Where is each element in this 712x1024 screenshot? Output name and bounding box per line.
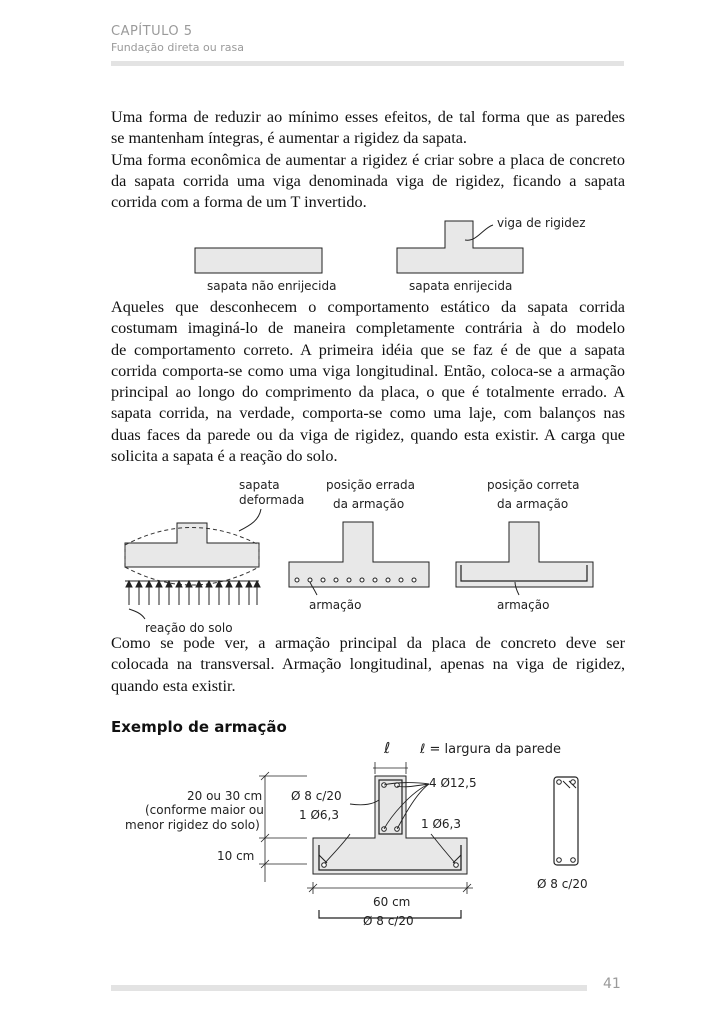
chapter-subtitle: Fundação direta ou rasa: [111, 41, 244, 54]
label-correct-1: posição correta: [487, 478, 580, 492]
ell-symbol: ℓ: [384, 739, 391, 757]
deformed-leader-line: [239, 509, 261, 531]
stirrup-detail-label: Ø 8 c/20: [537, 877, 588, 891]
label-reinf-mid: armação: [309, 598, 362, 612]
label-deformed-2: deformada: [239, 493, 305, 507]
p1-line-3: Uma forma econômica de aumentar a rigidez é criar sobre a placa de concreto: [111, 150, 625, 169]
dim-height-1: 20 ou 30 cm: [187, 789, 263, 803]
figure-footings: [111, 205, 625, 297]
label-deformed-1: sapata: [239, 478, 280, 492]
stirrup-detail-bars: [557, 780, 576, 863]
header-rule: [111, 61, 624, 66]
p3-line-2: colocada na transversal. Armação longitudinal, apenas na viga de rigidez,: [111, 655, 625, 674]
footing-unstiffened: [195, 248, 322, 273]
p1-line-1: Uma forma de reduzir ao mínimo esses efeitos, de tal forma que as paredes: [111, 108, 625, 126]
width-dimension: [307, 882, 473, 894]
p1-line-2: se mantenham íntegras, é aumentar a rigidez da sapata.: [111, 129, 467, 148]
p1-line-5: corrida com a forma de um T invertido.: [111, 193, 367, 212]
footing-correct-reinf: [456, 522, 593, 587]
footer-rule: [111, 985, 587, 991]
label-wrong-2: da armação: [333, 497, 405, 511]
label-beam: viga de rigidez: [497, 216, 586, 230]
dim-base: 10 cm: [217, 849, 255, 863]
ell-legend: ℓ = largura da parede: [420, 742, 562, 757]
bar-left-label: 1 Ø6,3: [299, 808, 339, 822]
figure-reinforcement-example: [111, 732, 625, 942]
label-wrong-1: posição errada: [326, 478, 416, 492]
p2-line-5: principal ao longo do comprimento da placa, o que é totalmente errado. A: [111, 383, 625, 402]
label-unstiffened: sapata não enrijecida: [207, 279, 337, 293]
p2-line-1: Aqueles que desconhecem o comportamento estático da sapata corrida: [111, 298, 625, 316]
label-reinf-right: armação: [497, 598, 550, 612]
p2-line-8: solicita a sapata é a reação do solo.: [111, 447, 338, 466]
figure-behaviour: [111, 475, 625, 637]
label-stiffened: sapata enrijecida: [409, 279, 513, 293]
p2-line-4: corrida comporta-se como uma viga longitudinal. Então, coloca-se a armação: [111, 361, 625, 380]
p1-line-4: da sapata corrida uma viga denominada viga de rigidez, ficando a sapata: [111, 171, 625, 190]
footing-deformed: [125, 523, 259, 567]
p3-line-3: quando esta existir.: [111, 676, 236, 695]
dim-height-3: menor rigidez do solo): [125, 818, 260, 832]
wall-width-dimension: [373, 762, 408, 774]
bar-right-label: 1 Ø6,3: [421, 817, 461, 831]
stirrup-detail: [554, 777, 578, 865]
paragraph-1: [111, 107, 625, 213]
p3-line-1: Como se pode ver, a armação principal da placa de concreto deve ser: [111, 634, 625, 652]
page-number: 41: [603, 976, 621, 992]
p2-line-6: sapata corrida, na verdade, comporta-se como uma laje, com balanços nas: [111, 404, 625, 423]
dim-width: 60 cm: [373, 895, 411, 909]
label-correct-2: da armação: [497, 497, 569, 511]
p2-line-3: de comportamento correto. A primeira idéia que se faz é de que a sapata: [111, 340, 625, 359]
paragraph-3: [111, 633, 625, 697]
p2-line-7: duas faces da parede ou da viga de rigidez, quando esta existir. A carga que: [111, 425, 625, 444]
bar-bottom-label: Ø 8 c/20: [363, 914, 414, 928]
paragraph-2: [111, 297, 625, 467]
p2-line-2: costumam imaginá-lo de maneira completamente contrária à do modelo: [111, 319, 625, 338]
example-heading: Exemplo de armação: [111, 718, 287, 736]
footing-wrong-reinf: [289, 522, 429, 587]
soil-leader-line: [129, 609, 145, 619]
bar-top-label: 4 Ø12,5: [429, 776, 477, 790]
label-soil: reação do solo: [145, 621, 233, 635]
chapter-label: CAPÍTULO 5: [111, 24, 193, 39]
stirrup-top-label: Ø 8 c/20: [291, 789, 342, 803]
dim-height-2: (conforme maior ou: [145, 803, 264, 817]
